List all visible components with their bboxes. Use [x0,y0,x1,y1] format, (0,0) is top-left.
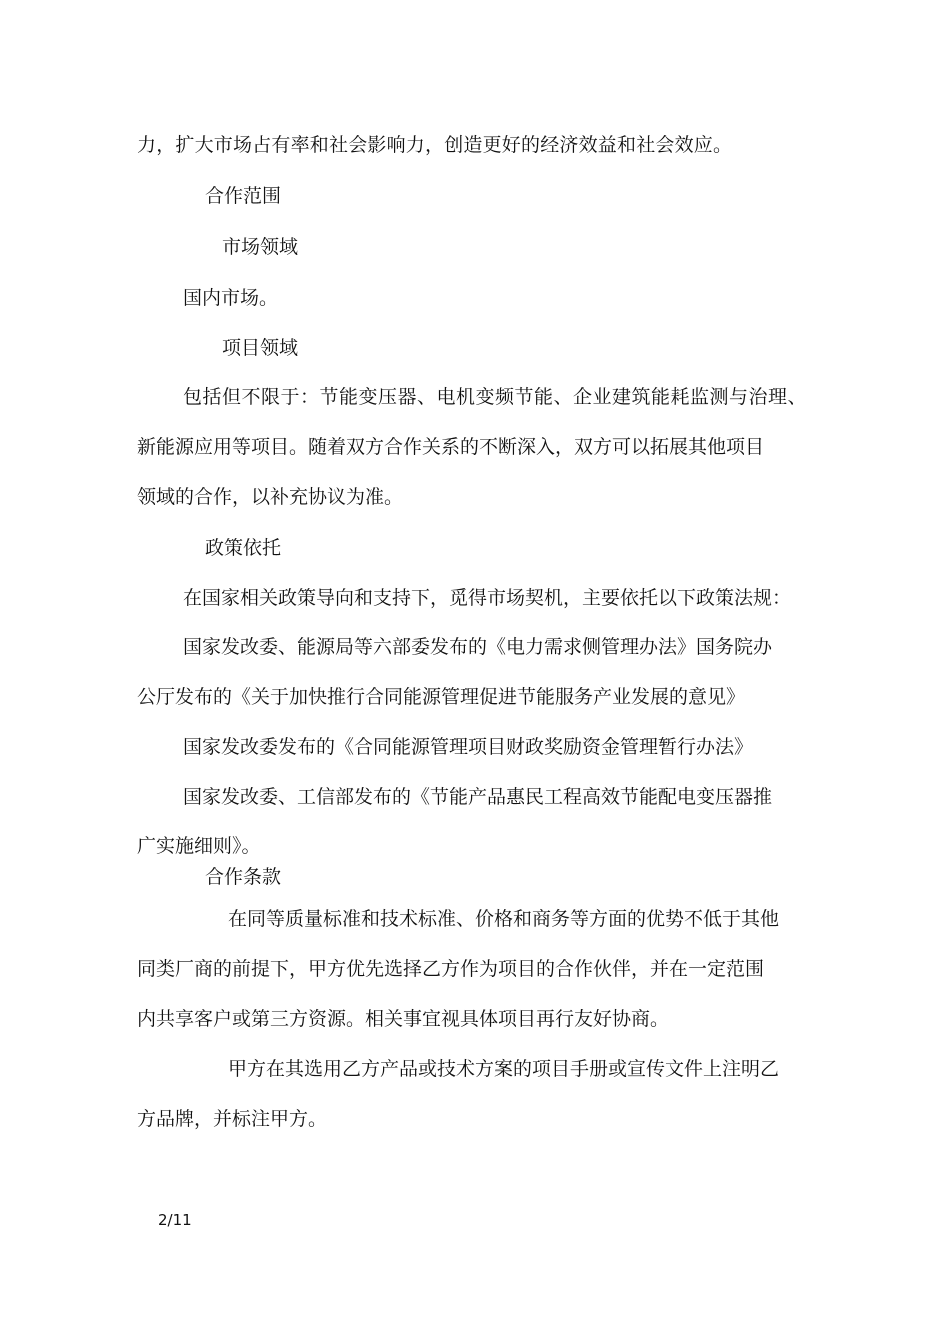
body-text-line: 国家发改委发布的《合同能源管理项目财政奖励资金管理暂行办法》 [183,736,754,758]
body-text-line: 新能源应用等项目。随着双方合作关系的不断深入，双方可以拓展其他项目 [137,436,765,458]
body-text-line: 国家发改委、能源局等六部委发布的《电力需求侧管理办法》国务院办 [183,636,773,658]
page-number: 2/11 [158,1211,192,1229]
body-text-line: 包括但不限于：节能变压器、电机变频节能、企业建筑能耗监测与治理、 [183,386,808,408]
subsection-heading: 项目领域 [222,337,299,359]
section-heading: 政策依托 [205,537,282,559]
body-text-line: 在同等质量标准和技术标准、价格和商务等方面的优势不低于其他 [228,908,780,930]
body-text-line: 在国家相关政策导向和支持下，觅得市场契机，主要依托以下政策法规： [183,587,792,609]
body-text-line: 广实施细则》。 [137,835,261,857]
section-heading: 合作条款 [205,866,282,888]
body-text-line: 国内市场。 [183,287,279,309]
body-text-line: 领域的合作，以补充协议为准。 [137,486,404,508]
body-text-line: 国家发改委、工信部发布的《节能产品惠民工程高效节能配电变压器推 [183,786,773,808]
body-text-line: 同类厂商的前提下，甲方优先选择乙方作为项目的合作伙伴，并在一定范围 [137,958,765,980]
body-text-line: 力，扩大市场占有率和社会影响力，创造更好的经济效益和社会效应。 [137,134,733,156]
subsection-heading: 市场领域 [222,236,299,258]
body-text-line: 方品牌，并标注甲方。 [137,1108,328,1130]
body-text-line: 甲方在其选用乙方产品或技术方案的项目手册或宣传文件上注明乙 [228,1058,780,1080]
body-text-line: 内共享客户或第三方资源。相关事宜视具体项目再行友好协商。 [137,1008,670,1030]
section-heading: 合作范围 [205,185,282,207]
body-text-line: 公厅发布的《关于加快推行合同能源管理促进节能服务产业发展的意见》 [137,686,746,708]
